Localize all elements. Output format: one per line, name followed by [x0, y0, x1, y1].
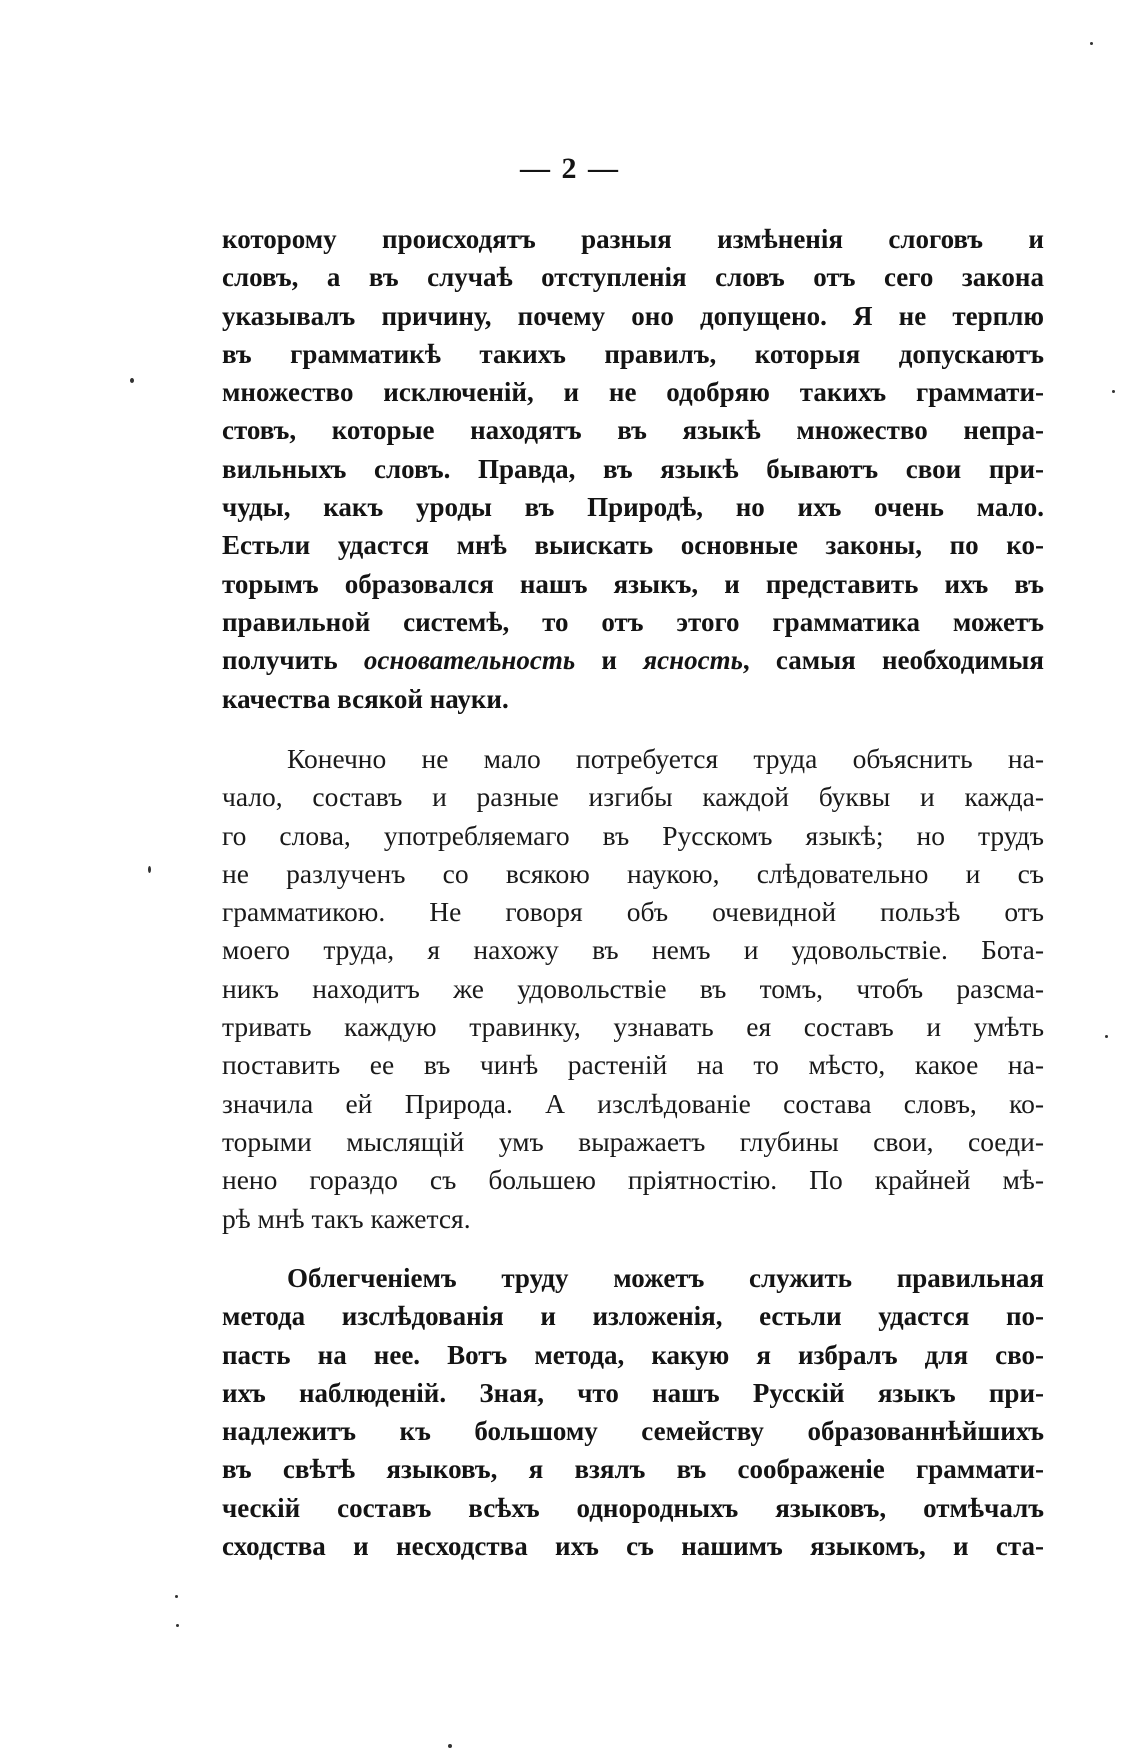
paragraph-1	[222, 220, 1044, 718]
text-line: грамматикою. Не говоря объ очевидной пользѣ отъ	[222, 896, 1044, 928]
text-line: не разлученъ со всякою наукою, слѣдовательно и съ	[222, 857, 1044, 889]
text-line: никъ находитъ же удовольствіе въ томъ, чтобъ разсма-	[222, 972, 1044, 1004]
text-line: го слова, употребляемаго въ Русскомъ языкѣ; но трудъ	[222, 819, 1044, 851]
text-line: правильной системѣ, то отъ этого грамматика можетъ	[222, 606, 1044, 637]
scan-speck	[130, 378, 134, 383]
scan-speck	[176, 1624, 179, 1627]
text-line: пасть на нее. Вотъ метода, какую я избралъ для сво-	[222, 1339, 1044, 1370]
scan-speck	[1112, 390, 1115, 393]
scan-speck	[148, 866, 151, 873]
paragraph-3	[222, 1259, 1044, 1565]
text-line: нено гораздо съ большею пріятностію. По крайней мѣ-	[222, 1164, 1044, 1196]
scan-speck	[1105, 1035, 1108, 1038]
text-line: торымъ образовался нашъ языкъ, и представить ихъ въ	[222, 568, 1044, 599]
text-line: моего труда, я нахожу въ немъ и удовольствіе. Бота-	[222, 934, 1044, 966]
text-line: Конечно не мало потребуется труда объяснить на-	[287, 743, 1044, 774]
scan-speck	[448, 1744, 452, 1748]
text-line: чуды, какъ уроды въ Природѣ, но ихъ очень мало.	[222, 492, 1044, 523]
text-line: рѣ мнѣ такъ кажется.	[222, 1202, 471, 1234]
text-line: ихъ наблюденій. Зная, что нашъ Русскій языкъ при-	[222, 1377, 1044, 1408]
text-line: метода изслѣдованія и изложенія, естьли удастся по-	[222, 1301, 1044, 1332]
text-line: въ свѣтѣ языковъ, я взялъ въ соображеніе граммати-	[222, 1454, 1044, 1485]
text-line: качества всякой науки.	[222, 683, 509, 714]
text-line: сходства и несходства ихъ съ нашимъ языкомъ, и ста-	[222, 1531, 1044, 1562]
text-line: Естьли удастся мнѣ выискать основные законы, по ко-	[222, 530, 1044, 561]
scan-speck	[1090, 42, 1093, 45]
text-line-with-emphasis	[222, 641, 1044, 679]
emphasis-text: основательность	[363, 645, 576, 676]
text-line: ческій составъ всѣхъ однородныхъ языковъ, отмѣчалъ	[222, 1492, 1044, 1523]
text-line: надлежитъ къ большому семейству образованнѣйшихъ	[222, 1416, 1044, 1447]
text-fragment: , самыя необходимыя	[742, 645, 1044, 676]
text-line: которому происходятъ разныя измѣненія слоговъ и	[222, 224, 1044, 254]
text-line: торыми мыслящій умъ выражаетъ глубины свои, соеди-	[222, 1125, 1044, 1157]
text-line: множество исключеній, и не одобряю такихъ граммати-	[222, 377, 1044, 408]
text-line: поставить ее въ чинѣ растеній на то мѣсто, какое на-	[222, 1049, 1044, 1081]
text-line: Облегченіемъ труду можетъ служить правильная	[287, 1263, 1044, 1293]
text-line: стовъ, которые находятъ въ языкѣ множество непра-	[222, 415, 1044, 446]
emphasis-text: ясность	[643, 645, 743, 676]
text-line: указывалъ причину, почему оно допущено. Я не терплю	[222, 300, 1044, 331]
text-fragment: и	[575, 645, 644, 676]
paragraph-2	[222, 740, 1044, 1238]
text-fragment: получить	[222, 645, 364, 676]
page-number: — 2 —	[520, 152, 620, 185]
text-line: въ грамматикѣ такихъ правилъ, которыя допускаютъ	[222, 338, 1044, 369]
text-line: вильныхъ словъ. Правда, въ языкѣ бываютъ свои при-	[222, 453, 1044, 484]
text-line: тривать каждую травинку, узнавать ея составъ и умѣть	[222, 1011, 1044, 1043]
text-line: чало, составъ и разные изгибы каждой буквы и кажда-	[222, 781, 1044, 813]
text-line: словъ, а въ случаѣ отступленія словъ отъ сего закона	[222, 262, 1044, 293]
text-line: значила ей Природа. А изслѣдованіе состава словъ, ко-	[222, 1087, 1044, 1119]
scan-speck	[175, 1595, 178, 1598]
